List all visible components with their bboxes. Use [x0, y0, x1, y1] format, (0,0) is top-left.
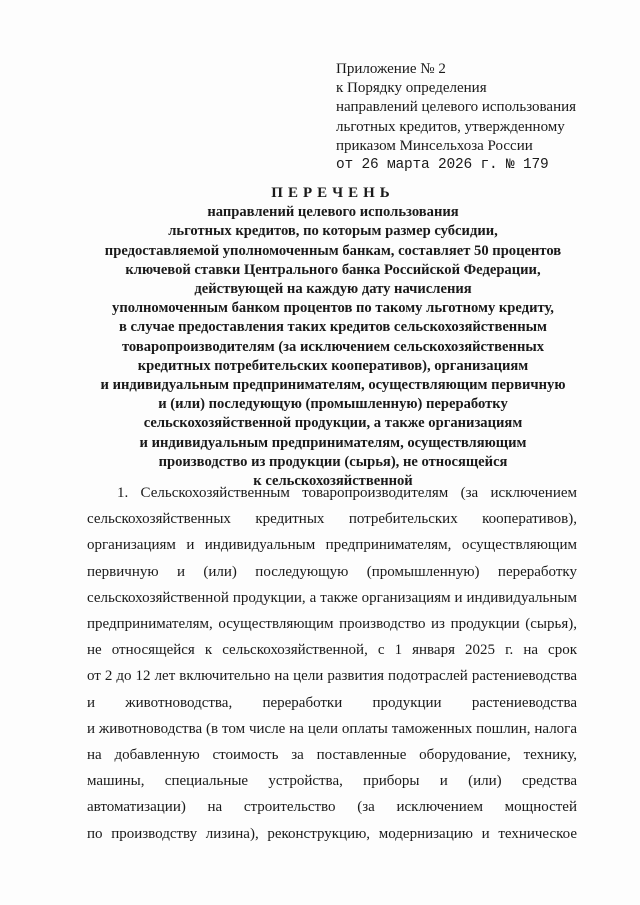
appendix-line: направлений целевого использования: [336, 99, 577, 116]
heading-line: и индивидуальным предпринимателям, осуществляющим первичную: [100, 377, 566, 394]
body-line: и животноводства, переработки продукции растениеводства: [87, 694, 577, 711]
appendix-line: Приложение № 2: [336, 61, 446, 77]
heading-line: и (или) последующую (промышленную) переработку: [158, 396, 508, 413]
document-title: ПЕРЕЧЕНЬ: [271, 185, 395, 201]
heading-line: предоставляемой уполномоченным банкам, составляет 50 процентов: [104, 242, 562, 259]
body-line: на добавленную стоимость за поставленные оборудование, технику,: [87, 747, 577, 764]
heading-line: уполномоченным банком процентов по такому льготному кредиту,: [112, 300, 554, 317]
heading-line: льготных кредитов, по которым размер субсидии,: [168, 223, 498, 240]
heading-line: и индивидуальным предпринимателям, осуществляющим: [139, 434, 527, 451]
appendix-block: [336, 60, 636, 175]
body-line: сельскохозяйственной продукции, а также организациям и индивидуальным: [87, 589, 577, 606]
heading-line: в случае предоставления таких кредитов сельскохозяйственным: [119, 319, 547, 336]
body-line: сельскохозяйственных кредитных потребительских кооперативов),: [87, 511, 577, 528]
heading-line: действующей на каждую дату начисления: [194, 281, 472, 298]
heading-line: к сельскохозяйственной: [253, 473, 413, 490]
appendix-line: приказом Минсельхоза России: [336, 137, 533, 154]
body-line: 1. Сельскохозяйственным товаропроизводителям (за исключением: [117, 485, 577, 501]
body-line: от 2 до 12 лет включительно на цели развития подотраслей растениеводства: [87, 668, 577, 685]
heading-line: производство из продукции (сырья), не относящейся: [158, 453, 508, 470]
heading-line: сельскохозяйственной продукции, а также организациям: [143, 415, 523, 432]
heading-line: товаропроизводителям (за исключением сельскохозяйственных: [121, 338, 545, 355]
appendix-line: к Порядку определения: [336, 80, 487, 97]
body-line: не относящейся к сельскохозяйственной, с 1 января 2025 г. на срок: [87, 642, 577, 659]
body-line: предпринимателям, осуществляющим производство из продукции (сырья),: [87, 616, 577, 633]
body-line: автоматизации) на строительство (за исключением мощностей: [87, 799, 577, 816]
document-body: [87, 480, 577, 847]
body-line: первичную и (или) последующую (промышленную) переработку: [87, 563, 577, 580]
appendix-date-line: от 26 марта 2026 г. № 179: [336, 157, 549, 174]
heading-line: ключевой ставки Центрального банка Российской Федерации,: [125, 261, 541, 278]
body-line: организациям и индивидуальным предпринимателям, осуществляющим: [87, 537, 577, 554]
appendix-line: льготных кредитов, утвержденному: [336, 118, 565, 135]
body-line: и животноводства (в том числе на цели оплаты таможенных пошлин, налога: [87, 720, 577, 737]
heading-line: кредитных потребительских кооперативов), организациям: [137, 357, 529, 374]
body-line: машины, специальные устройства, приборы и (или) средства: [87, 773, 577, 790]
heading-line: направлений целевого использования: [207, 204, 459, 221]
document-heading: [60, 184, 606, 491]
body-line: по производству лизина), реконструкцию, модернизацию и техническое: [87, 825, 577, 842]
